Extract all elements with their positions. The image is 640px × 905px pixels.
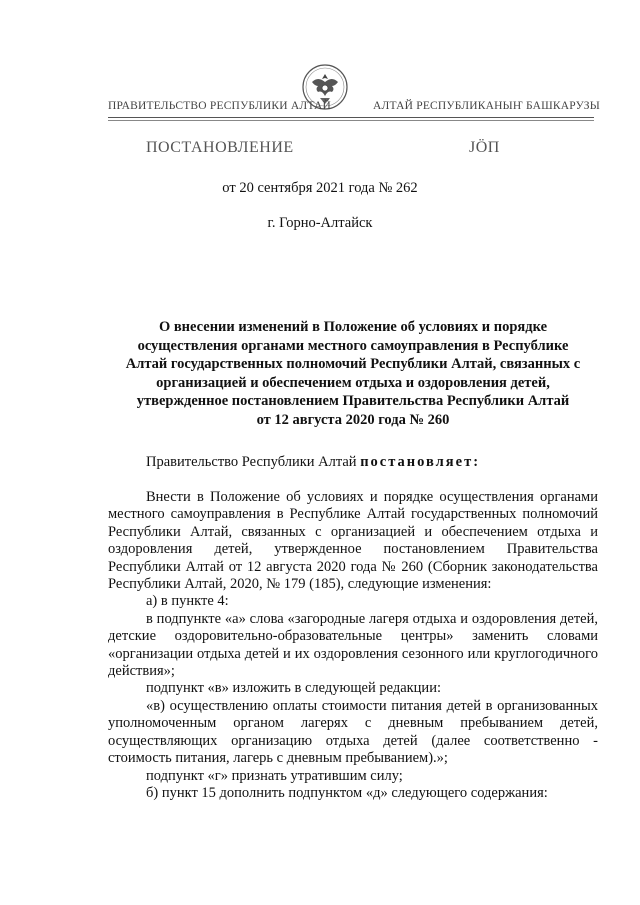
header-right-title: АЛТАЙ РЕСПУБЛИКАНЫҤ БАШКАРУЗЫ [373, 100, 600, 112]
doc-type-russian: ПОСТАНОВЛЕНИЕ [146, 139, 294, 156]
decree-verb: постановляет: [360, 454, 481, 470]
body-paragraph: в подпункте «а» слова «загородные лагеря отдыха и оздоровления детей, детские оздоровительно-образовательные центры» заменить словами «организации отдыха детей и их оздоровления сезонного или круглогодичного действия»; [108, 610, 598, 680]
title-line: утвержденное постановлением Правительства Республики Алтай [136, 393, 570, 409]
header-rule-top [108, 117, 594, 118]
document-body [108, 489, 598, 802]
date-line: от 20 сентября 2021 года № 262 [222, 180, 418, 196]
body-paragraph: подпункт «в» изложить в следующей редакции: [146, 680, 441, 697]
title-line: организацией и обеспечением отдыха и оздоровления детей, [156, 374, 550, 391]
header-rule-bottom [108, 120, 594, 121]
title-line: осуществления органами местного самоуправления в Республике [137, 337, 569, 354]
decree-line [146, 454, 480, 471]
city-line: г. Горно-Алтайск [267, 215, 373, 231]
doc-type-altai: ЈӦП [469, 139, 500, 156]
title-line: Алтай государственных полномочий Республики Алтай, связанных с [125, 356, 581, 372]
title-line: от 12 августа 2020 года № 260 [256, 411, 450, 428]
decree-lead: Правительство Республики Алтай [146, 454, 361, 470]
body-paragraph: а) в пункте 4: [146, 593, 229, 610]
document-title [108, 318, 598, 429]
body-paragraph: б) пункт 15 дополнить подпунктом «д» следующего содержания: [146, 784, 548, 801]
body-paragraph: подпункт «г» признать утратившим силу; [146, 767, 403, 784]
header-left-title: ПРАВИТЕЛЬСТВО РЕСПУБЛИКИ АЛТАЙ [108, 100, 332, 112]
body-paragraph: «в) осуществлению оплаты стоимости питания детей в организованных уполномоченным органом лагерях с дневным пребыванием детей, осуществляющих организацию отдыха детей (далее соответственно - стоимость питания, лагерь с дневным пребыванием).»; [108, 697, 598, 767]
title-line: О внесении изменений в Положение об условиях и порядке [158, 319, 548, 335]
body-paragraph: Внести в Положение об условиях и порядке осуществления органами местного самоуправления в Республике Алтай государственных полномочий Республики Алтай, связанных с организацией и обеспечением отдыха и оздоровления детей, утвержденное постановлением Правительства Республики Алтай от 12 августа 2020 года № 260 (Сборник законодательства Республики Алтай, 2020, № 179 (185), следующие изменения: [108, 489, 598, 593]
